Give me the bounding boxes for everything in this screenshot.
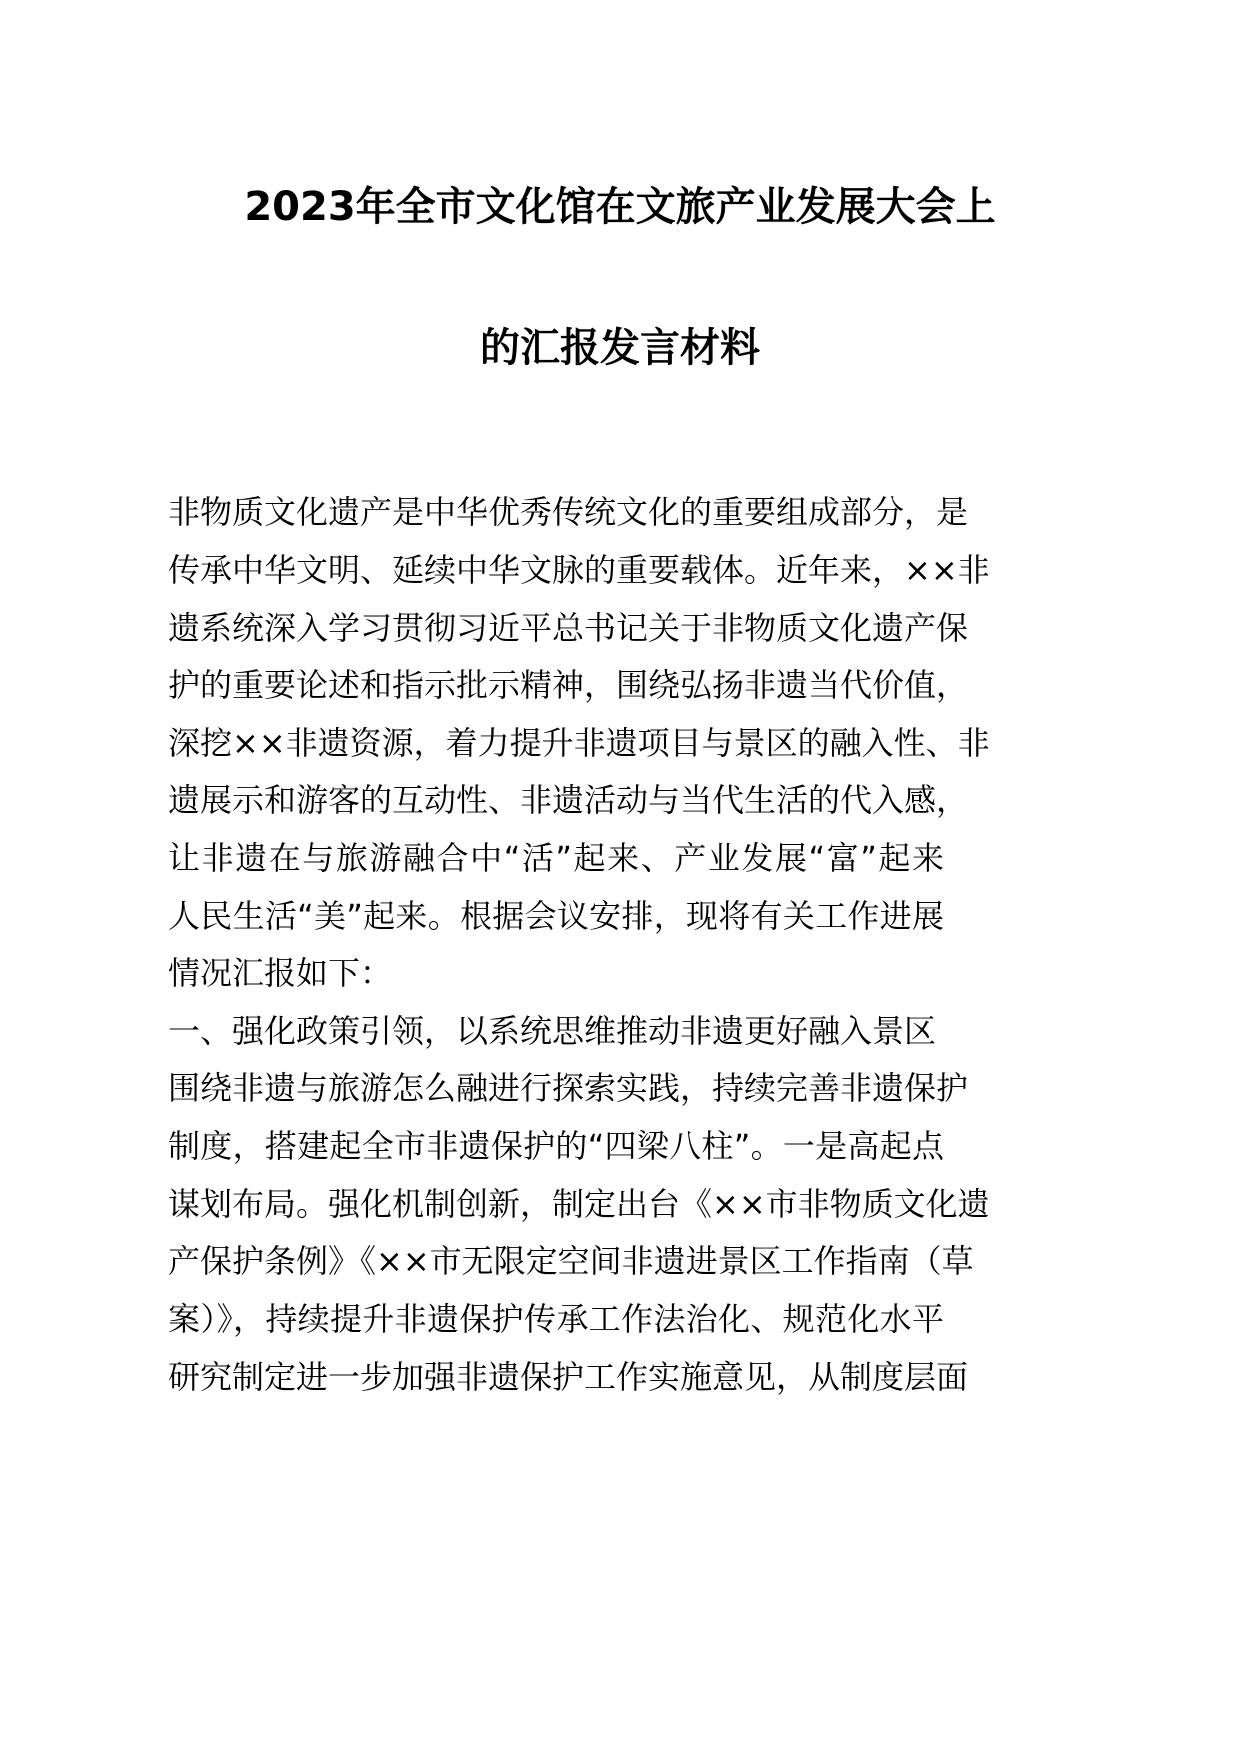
paragraph-line: 深挖××非遗资源，着力提升非遗项目与景区的融入性、非 — [168, 724, 990, 762]
paragraph-line: 遗系统深入学习贯彻习近平总书记关于非物质文化遗产保 — [168, 609, 969, 647]
paragraph-line: 研究制定进一步加强非遗保护工作实施意见，从制度层面 — [168, 1358, 969, 1396]
paragraph-line: 非物质文化遗产是中华优秀传统文化的重要组成部分，是 — [168, 493, 969, 531]
paragraph-line: 围绕非遗与旅游怎么融进行探索实践，持续完善非遗保护 — [168, 1069, 969, 1107]
paragraph-line: 护的重要论述和指示批示精神，围绕弘扬非遗当代价值， — [168, 666, 969, 704]
paragraph-line: 让非遗在与旅游融合中“活”起来、产业发展“富”起来 — [168, 839, 944, 877]
paragraph-line: 情况汇报如下： — [168, 954, 393, 992]
paragraph-line: 产保护条例》《××市无限定空间非遗进景区工作指南（草 — [168, 1242, 974, 1280]
paragraph-line: 制度，搭建起全市非遗保护的“四梁八柱”。一是高起点 — [168, 1127, 944, 1165]
paragraph-line: 案）》，持续提升非遗保护传承工作法治化、规范化水平 — [168, 1300, 944, 1338]
section-heading-1: 一、强化政策引领，以系统思维推动非遗更好融入景区 — [168, 1012, 937, 1050]
paragraph-line: 谋划布局。强化机制创新，制定出台《××市非物质文化遗 — [168, 1185, 990, 1223]
document-title-line-1: 2023年全市文化馆在文旅产业发展大会上 — [244, 184, 996, 230]
paragraph-line: 传承中华文明、延续中华文脉的重要载体。近年来，××非 — [168, 551, 990, 589]
document-title-line-2: 的汇报发言材料 — [480, 325, 760, 371]
paragraph-line: 遗展示和游客的互动性、非遗活动与当代生活的代入感， — [168, 781, 969, 819]
paragraph-line: 人民生活“美”起来。根据会议安排，现将有关工作进展 — [168, 897, 944, 935]
